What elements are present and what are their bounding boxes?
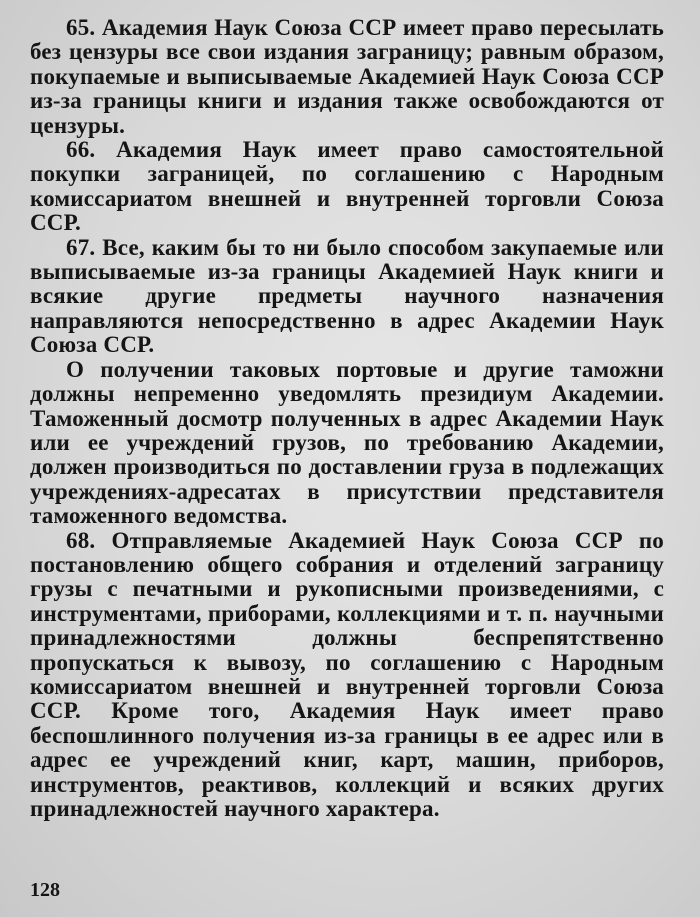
paragraph-text: Академия Наук Союза ССР имеет право пересылать без цензуры все свои издания заграницу; равным образом, покупаемые и выписываемые Академией Наук Союза ССР из-за границы книги и издания также освобождаются от цензуры. — [30, 15, 664, 138]
paragraph-text: Академия Наук имеет право самостоятельной покупки заграницей, по соглашению с Народным комиссариатом внешней и внутренней торговли Союза ССР. — [30, 137, 664, 236]
paragraph-number: 68. — [66, 527, 96, 553]
document-body — [30, 16, 664, 821]
paragraph-number: 65. — [66, 15, 96, 40]
paragraph-68 — [30, 529, 664, 822]
paragraph-65 — [30, 16, 664, 138]
page-number: 128 — [30, 879, 60, 901]
paragraph-66 — [30, 138, 664, 236]
paragraph-67 — [30, 236, 664, 358]
paragraph-text: Все, каким бы то ни было способом закупаемые или выписываемые из-за границы Академией Наук книги и всякие другие предметы научного назначения направляются непосредственно в адрес Академии Наук Союза ССР. — [30, 234, 664, 358]
paragraph-number: 66. — [66, 137, 96, 163]
paragraph-text: Отправляемые Академией Наук Союза ССР по постановлению общего собрания и отделений заграницу грузы с печатными и рукописными произведениями, с инструментами, приборами, коллекциями и т. п. научными принадлежностями должны беспрепятственно пропускаться к вывозу, по соглашению с Народным комиссариатом внешней и внутренней торговли Союза ССР. Кроме того, Академия Наук имеет право беспошлинного получения из-за границы в ее адрес или в адрес ее учреждений книг, карт, машин, приборов, инструментов, реактивов, коллекций и всяких других принадлежностей научного характера. — [30, 527, 664, 821]
paragraph-number: 67. — [66, 234, 96, 260]
paragraph-67-continued — [30, 358, 664, 529]
paragraph-text: О получении таковых портовые и другие таможни должны непременно уведомлять президиум Академии. Таможенный досмотр полученных в адрес Академии Наук или ее учреждений грузов, по требованию Академии, должен производиться по доставлении груза в подлежащих учреждениях-адресатах в присутствии представителя таможенного ведомства. — [30, 356, 664, 529]
